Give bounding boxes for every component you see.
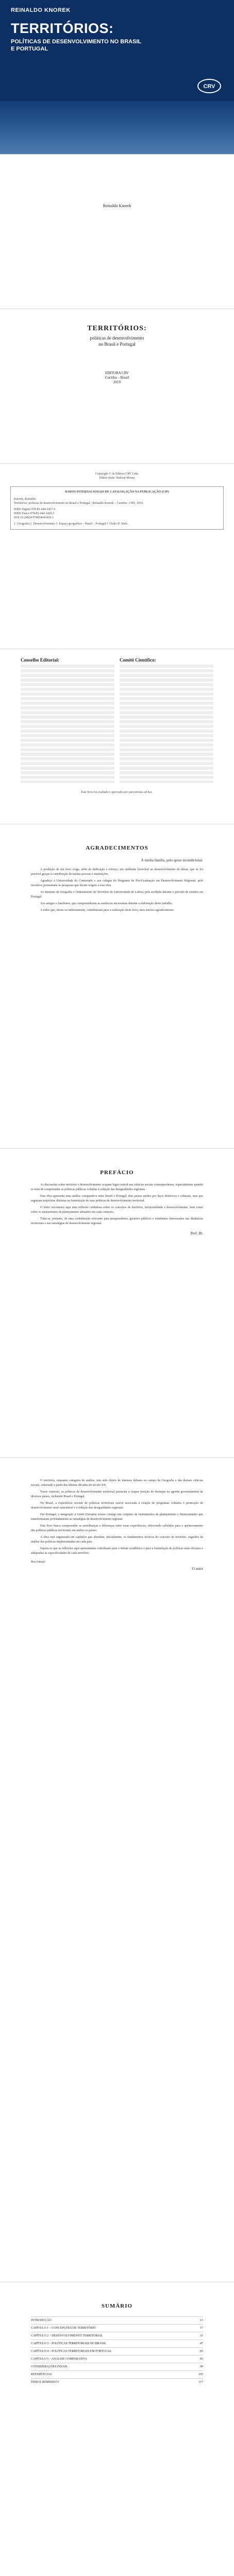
toc-item-page: 65 [200,2350,203,2353]
editor-line: Editor-chefe: Railson Moura [99,477,135,480]
preface-paragraph: As discussões sobre território e desenvolvimento ocupam lugar central nas ciências sociais contemporâneas, especialmente quando se trata de compreender as políticas públicas voltadas à redução das desigualdades regionais. [31,1183,203,1191]
toc-item-page: 99 [200,2365,203,2368]
half-title-author: Reinaldo Knorek [103,204,131,208]
cover-author: REINALDO KNOREK [11,7,71,13]
toc-item[interactable] [31,2316,203,2324]
toc-item-title: CAPÍTULO 3 – POLÍTICAS TERRITORIAIS NO BRASIL [31,2342,107,2345]
cip-author: Knorek, Reinaldo [14,498,36,501]
acknowledgements-page [0,824,234,1149]
title-page-subtitle-2: no Brasil e Portugal [98,342,136,347]
title-page-city: Curitiba – Brasil [105,376,129,380]
cip-keywords: 1. Geografia 2. Desenvolvimento 3. Espaço geográfico – Brasil – Portugal I. Título II. Série. [14,522,128,526]
publisher-logo-icon [197,78,222,94]
preface-signature: Prof. Dr. [190,1231,203,1235]
toc-item[interactable] [31,2324,203,2332]
introduction-pages [0,1458,234,2282]
intro-paragraph: A obra está organizada em capítulos que abordam, inicialmente, os fundamentos teóricos do conceito de território, seguidos da análise das políticas implementadas em cada país. [31,1536,203,1544]
intro-paragraph: No Brasil, a experiência recente de políticas territoriais esteve associada à criação de programas voltados à promoção do desenvolvimento rural sustentável e à redução das desigualdades regionais. [31,1502,203,1510]
ack-paragraph: Agradeço à Universidade do Contestado e aos colegas do Programa de Pós-Graduação em Desenvolvimento Regional, pelo incentivo permanente às pesquisas que deram origem a esta obra. [31,879,203,887]
toc-item-page: 13 [200,2319,203,2322]
toc-item[interactable] [31,2347,203,2355]
toc-item[interactable] [31,2355,203,2363]
toc-item-title: CAPÍTULO 1 – CONCEPÇÕES DE TERRITÓRIO [31,2327,96,2330]
cip-isbn-print: ISBN Físico 978-85-444-3426-3 [14,512,55,515]
toc-item-page: 117 [198,2381,203,2384]
cover-image-band [0,101,234,155]
ack-paragraph: A todos que, direta ou indiretamente, contribuíram para a realização deste livro, meu sincero agradecimento. [40,909,175,912]
contents-heading: SUMÁRIO [101,2303,133,2309]
toc-item[interactable] [31,2340,203,2347]
intro-paragraph: Em Portugal, a integração à União Europeia trouxe consigo um conjunto de instrumentos de planejamento e financiamento que transformaram profundamente as estratégias de desenvolvimento regional. [31,1513,203,1521]
scientific-committee-title: Comitê Científico: [120,657,156,663]
copyright-line: Copyright © da Editora CRV Ltda. [95,472,139,476]
editorial-council-title: Conselho Editorial: [21,657,60,663]
table-of-contents [31,2316,203,2386]
contents-page [0,2282,234,2576]
toc-item-page: 17 [200,2327,203,2330]
preface-heading: PREFÁCIO [100,1170,134,1176]
toc-item[interactable] [31,2370,203,2378]
preface-page [0,1149,234,1458]
toc-item[interactable] [31,2378,203,2386]
toc-item-page: 31 [200,2334,203,2337]
toc-item[interactable] [31,2363,203,2370]
acknowledgements-heading: AGRADECIMENTOS [86,845,148,851]
title-page-title: TERRITÓRIOS: [87,325,147,332]
editorial-council-list [21,665,114,783]
councils-page [0,649,234,824]
ack-paragraph: A produção de um livro exige, além de dedicação e esforço, um ambiente favorável ao desenvolvimento de ideias, que só foi possível graças à contribuição de muitas pessoas e instituições. [31,868,203,876]
toc-item-title: CAPÍTULO 4 – POLÍTICAS TERRITORIAIS EM PORTUGAL [31,2350,112,2353]
toc-item-title: REFERÊNCIAS [31,2373,52,2376]
cip-header: DADOS INTERNACIONAIS DE CATALOGAÇÃO NA PUBLICAÇÃO (CIP) [65,490,169,494]
toc-item-title: INTRODUÇÃO [31,2319,52,2322]
intro-paragraph: Este livro busca compreender as semelhanças e diferenças entre essas experiências, oferecendo subsídios para o aprimoramento das políticas públicas territoriais em ambos os países. [31,1524,203,1532]
cover-subtitle: POLÍTICAS DE DESENVOLVIMENTO NO BRASIL E PORTUGAL [11,39,142,52]
toc-item-title: CONSIDERAÇÕES FINAIS [31,2365,68,2368]
half-title-page [0,155,234,309]
toc-item-title: ÍNDICE REMISSIVO [31,2381,59,2384]
cover-title: TERRITÓRIOS: [11,21,114,36]
preface-paragraph: Esta obra apresenta uma análise comparativa entre Brasil e Portugal, dois países unidos por laços históricos e culturais, mas que seguiram trajetórias distintas na formulação de suas políticas de desenvolvimento territorial. [31,1195,203,1202]
ack-paragraph: Ao Instituto de Geografia e Ordenamento do Território da Universidade de Lisboa, pela acolhida durante o período de estudos em Portugal. [31,891,203,899]
copyright-page [0,464,234,649]
dedication-note: À minha família, pelo apoio incondicional. [141,858,203,862]
intro-closing: Boa leitura! [31,1561,46,1564]
title-page [0,309,234,464]
publisher-logo-text: CRV [203,83,215,90]
intro-paragraph: O território, enquanto categoria de análise, tem sido objeto de intensos debates no campo da Geografia e das demais ciências sociais, sobretudo a partir das últimas décadas do século XX. [31,1479,203,1487]
cip-doi: DOI 10.24824/978854443426.3 [14,516,54,519]
scientific-committee-list [120,665,213,783]
toc-item-page: 105 [198,2373,203,2376]
cip-box [10,486,224,530]
ack-paragraph: Aos amigos e familiares, que compreenderam as ausências necessárias durante a elaboração deste trabalho. [40,902,173,905]
toc-item-page: 83 [200,2358,203,2361]
intro-paragraph: Espera-se que as reflexões aqui apresentadas contribuam para o debate acadêmico e para a formulação de políticas mais eficazes e adequadas às especificidades de cada território. [31,1547,203,1555]
title-page-year: 2019 [113,380,121,384]
review-note: Este livro foi avaliado e aprovado por pareceristas ad hoc. [81,791,153,794]
cip-title: Territórios: políticas de desenvolvimento no Brasil e Portugal / Reinaldo Knorek – Curitiba : CRV, 2019. [14,502,144,505]
book-cover [0,0,234,155]
toc-item-title: CAPÍTULO 2 – DESENVOLVIMENTO TERRITORIAL [31,2334,103,2337]
preface-paragraph: O leitor encontrará aqui uma reflexão cuidadosa sobre os conceitos de território, territorialidade e desenvolvimento, bem como sobre os instrumentos de planejamento adotados em cada contexto. [31,1206,203,1214]
toc-item-page: 47 [200,2342,203,2345]
title-page-subtitle-1: políticas de desenvolvimento [90,335,144,341]
cip-isbn: ISBN Digital 978-85-444-3427-0 [14,508,56,511]
intro-paragraph: Nesse contexto, as políticas de desenvolvimento territorial passaram a ocupar posição de destaque na agenda governamental de diversos países, incluindo Brasil e Portugal. [31,1490,203,1498]
intro-signature: O autor [192,1567,203,1571]
preface-paragraph: Trata-se, portanto, de uma contribuição relevante para pesquisadores, gestores públicos e estudantes interessados nas dinâmicas territoriais e nas estratégias de desenvolvimento regional. [31,1217,203,1225]
title-page-publisher: EDITORA CRV [105,371,129,375]
toc-item[interactable] [31,2332,203,2340]
toc-item-title: CAPÍTULO 5 – ANÁLISE COMPARATIVA [31,2358,88,2361]
